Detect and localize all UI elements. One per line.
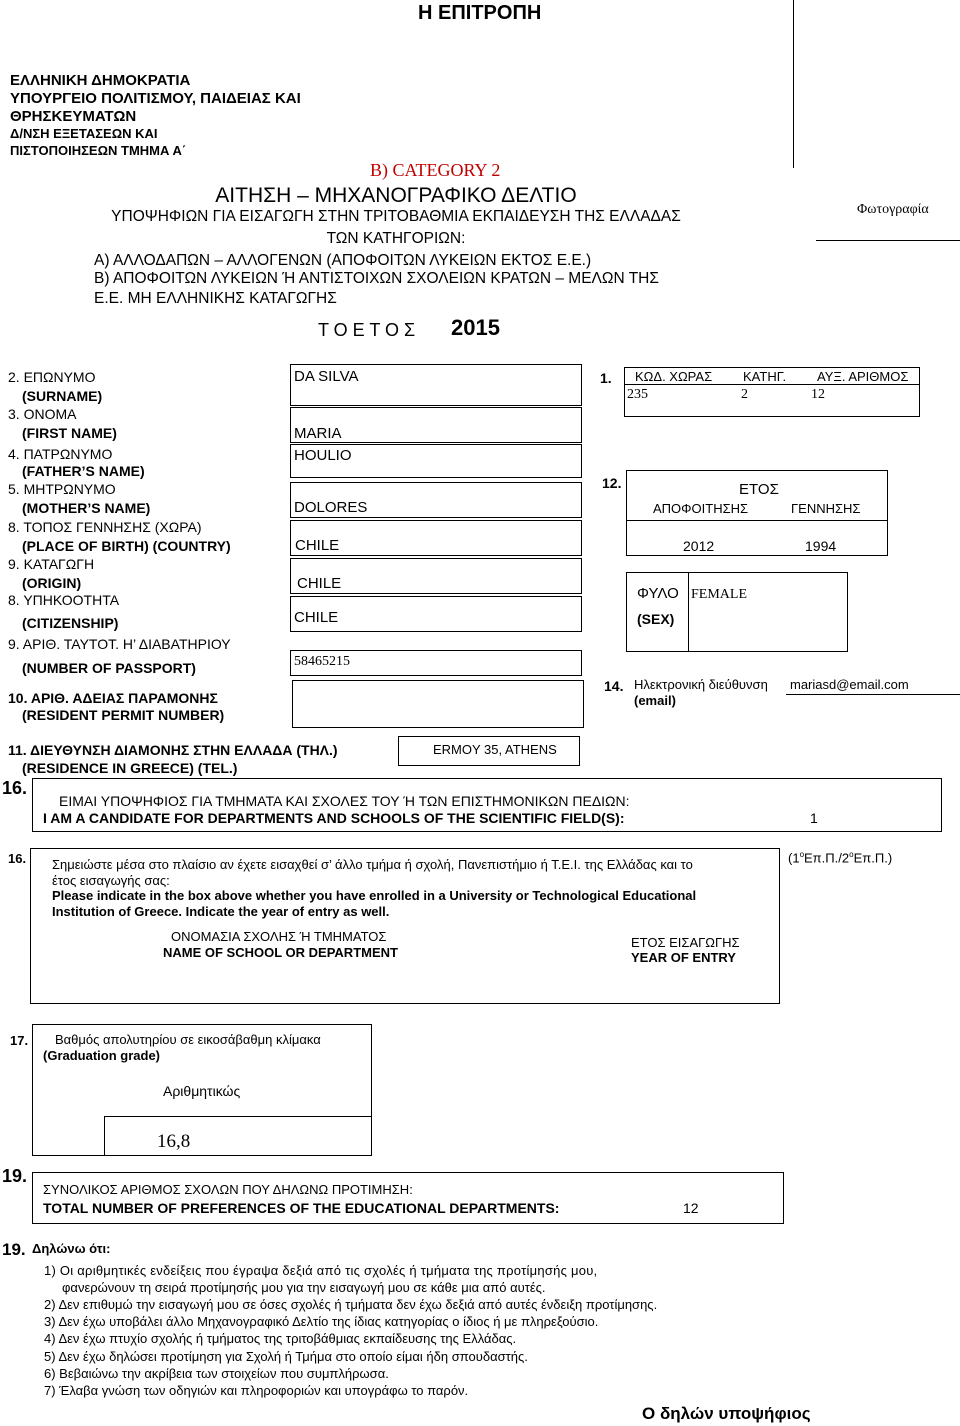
- field16b-en-2: Institution of Greece. Indicate the year of entry as well.: [52, 904, 390, 919]
- birth-year[interactable]: 1994: [805, 538, 837, 554]
- declaration-item-1: 1) Οι αριθμητικές ενδείξεις που έγραψα δεξιά από τις σχολές ή τμήματα της προτίμησής μου,: [44, 1263, 598, 1278]
- photo-frame-bottom: [816, 240, 960, 241]
- surname-label-en: (SURNAME): [22, 388, 103, 404]
- heading-line-2: ΤΩΝ ΚΑΤΗΓΟΡΙΩΝ:: [326, 230, 466, 247]
- entry-year-header: ΕΤΟΣ ΕΙΣΑΓΩΓΗΣ: [631, 935, 740, 950]
- residence-label: 11. ΔΙΕΥΘΥΝΣΗ ΔΙΑΜΟΝΗΣ ΣΤΗΝ ΕΛΛΑΔΑ (ΤΗΛ.): [8, 742, 338, 758]
- declaration-number: 19.: [2, 1240, 26, 1259]
- grade-value: 16,8: [157, 1131, 191, 1152]
- birth-header: ΓΕΝΝΗΣΗΣ: [791, 501, 861, 516]
- category-label: B) CATEGORY 2: [370, 160, 501, 180]
- entry-year-header-en: YEAR OF ENTRY: [631, 950, 736, 965]
- graduation-header: ΑΠΟΦΟΙΤΗΣΗΣ: [653, 501, 749, 516]
- ministry-line-1: ΕΛΛΗΝΙΚΗ ΔΗΜΟΚΡΑΤΙΑ: [10, 72, 191, 89]
- residence-label-en: (RESIDENCE IN GREECE) (TEL.): [22, 760, 238, 776]
- residence-value: ERMOY 35, ATHENS: [433, 742, 557, 757]
- category-value: 2: [741, 387, 748, 402]
- field16b-gr-1: Σημειώστε μέσα στο πλαίσιο αν έχετε εισαχθεί σ’ άλλο τμήμα ή σχολή, Πανεπιστήμιο ή Τ.Ε.Ι. της Ελλάδας και το: [52, 857, 693, 872]
- first-name-value: MARIA: [294, 425, 342, 442]
- ministry-line-4: Δ/ΝΣΗ ΕΞΕΤΑΣΕΩΝ ΚΑΙ: [10, 126, 158, 141]
- passport-field[interactable]: [290, 650, 582, 676]
- passport-label-en: (NUMBER OF PASSPORT): [22, 660, 196, 676]
- mother-field[interactable]: [290, 482, 582, 518]
- field16b-side-note: $(1^oE\pi.\Pi./2^oE\pi.\Pi.)$: [788, 850, 893, 866]
- year-box-title: ΕΤΟΣ: [739, 481, 779, 498]
- field16b-gr-2: έτος εισαγωγής σας:: [52, 873, 170, 888]
- committee-title: Η ΕΠΙΤΡΟΠΗ: [418, 2, 542, 24]
- passport-label: 9. ΑΡΙΘ. ΤΑΥΤΟΤ. Η’ ΔΙΑΒΑΤΗΡΙΟΥ: [8, 636, 231, 652]
- field17-label-en: (Graduation grade): [43, 1048, 161, 1063]
- field19-line-en: TOTAL NUMBER OF PREFERENCES OF THE EDUCATIONAL DEPARTMENTS:: [43, 1200, 560, 1216]
- father-value: HOULIO: [294, 447, 352, 464]
- field19-box: [32, 1172, 784, 1224]
- field19-number: 19.: [2, 1166, 28, 1186]
- year-label: Τ Ο Ε Τ Ο Σ: [318, 320, 416, 340]
- passport-value: 58465215: [294, 654, 350, 669]
- code-box-divider: [624, 384, 920, 385]
- ministry-line-2: ΥΠΟΥΡΓΕΙΟ ΠΟΛΙΤΙΣΜΟΥ, ΠΑΙΔΕΙΑΣ ΚΑΙ: [10, 90, 301, 107]
- origin-field[interactable]: [290, 558, 582, 594]
- birthplace-value: CHILE: [295, 537, 340, 554]
- signature-label: Ο δηλών υποψήφιος: [642, 1404, 811, 1423]
- declaration-item-1b: φανερώνουν τη σειρά προτίμησής μου για την εισαγωγή μου σε κάθε μια από αυτές.: [62, 1280, 546, 1295]
- heading-line-5: Ε.Ε. ΜΗ ΕΛΛΗΝΙΚΗΣ ΚΑΤΑΓΩΓΗΣ: [94, 290, 337, 307]
- citizenship-label-en: (CITIZENSHIP): [22, 615, 119, 631]
- sex-box: [626, 572, 848, 652]
- email-label: Ηλεκτρονική διεύθυνση: [634, 677, 768, 692]
- birthplace-field[interactable]: [290, 520, 582, 556]
- sex-label: ΦΥΛΟ: [637, 585, 679, 602]
- field16b-number: 16.: [8, 851, 27, 866]
- email-number: 14.: [604, 678, 624, 694]
- field17-label: Βαθμός απολυτηρίου σε εικοσάβαθμη κλίμακα: [55, 1032, 321, 1047]
- father-field[interactable]: [290, 444, 582, 478]
- surname-field[interactable]: [290, 364, 582, 406]
- code-box: [624, 367, 920, 417]
- year-box: [626, 470, 888, 556]
- grade-field[interactable]: [104, 1116, 372, 1156]
- category-header: ΚΑΤΗΓ.: [743, 369, 787, 384]
- field16-value[interactable]: 1: [810, 810, 818, 826]
- field16-box: [32, 778, 942, 832]
- numeric-label: Αριθμητικώς: [163, 1083, 241, 1099]
- birthplace-label: 8. ΤΟΠΟΣ ΓΕΝΝΗΣΗΣ (ΧΩΡΑ): [8, 519, 202, 535]
- heading-line-1: ΥΠΟΨΗΦΙΩΝ ΓΙΑ ΕΙΣΑΓΩΓΗ ΣΤΗΝ ΤΡΙΤΟΒΑΘΜΙΑ ΕΚΠΑΙΔΕΥΣΗ ΤΗΣ ΕΛΛΑΔΑΣ: [111, 208, 681, 225]
- first-name-label-en: (FIRST NAME): [22, 425, 117, 441]
- country-code-header: ΚΩΔ. ΧΩΡΑΣ: [635, 369, 713, 384]
- declaration-item-6: 6) Βεβαιώνω την ακρίβεια των στοιχείων που συμπλήρωσα.: [44, 1366, 389, 1381]
- sex-box-divider: [688, 572, 689, 652]
- email-value[interactable]: mariasd@email.com: [790, 677, 909, 692]
- sex-value[interactable]: FEMALE: [691, 587, 747, 602]
- field19-value[interactable]: 12: [683, 1200, 699, 1216]
- permit-label-en: (RESIDENT PERMIT NUMBER): [22, 707, 225, 723]
- surname-label: 2. ΕΠΩΝΥΜΟ: [8, 369, 96, 385]
- declaration-item-3: 3) Δεν έχω υποβάλει άλλο Μηχανογραφικό Δελτίο της ίδιας κατηγορίας ο ίδιος ή με πληρεξούσιο.: [44, 1314, 599, 1329]
- sex-label-en: (SEX): [637, 611, 675, 627]
- citizenship-label: 8. ΥΠΗΚΟΟΤΗΤΑ: [8, 592, 120, 608]
- application-year: 2015: [451, 315, 500, 340]
- school-name-header: ΟΝΟΜΑΣΙΑ ΣΧΟΛΗΣ Ή ΤΜΗΜΑΤΟΣ: [171, 929, 387, 944]
- country-code-value: 235: [627, 387, 648, 402]
- serial-number-header: ΑΥΞ. ΑΡΙΘΜΟΣ: [817, 369, 909, 384]
- birthplace-label-en: (PLACE OF BIRTH) (COUNTRY): [22, 538, 231, 554]
- origin-value: CHILE: [297, 575, 342, 592]
- first-name-field[interactable]: [290, 407, 582, 443]
- year-box-number: 12.: [602, 475, 622, 491]
- ministry-line-3: ΘΡΗΣΚΕΥΜΑΤΩΝ: [10, 108, 137, 125]
- field16-number: 16.: [2, 778, 28, 798]
- mother-label: 5. ΜΗΤΡΩΝΥΜΟ: [8, 481, 116, 497]
- father-label: 4. ΠΑΤΡΩΝΥΜΟ: [8, 446, 113, 462]
- declaration-item-7: 7) Έλαβα γνώση των οδηγιών και πληροφοριών και υπογράφω το παρόν.: [44, 1383, 469, 1398]
- permit-field[interactable]: [292, 680, 584, 728]
- declaration-item-4: 4) Δεν έχω πτυχίο σχολής ή τμήματος της τριτοβάθμιας εκπαίδευσης της Ελλάδας.: [44, 1331, 517, 1346]
- field16b-en-1: Please indicate in the box above whether you have enrolled in a University or Technological Educational: [52, 888, 697, 903]
- residence-field[interactable]: [398, 736, 580, 766]
- mother-value: DOLORES: [294, 499, 368, 516]
- field16-line-en: I AM A CANDIDATE FOR DEPARTMENTS AND SCHOOLS OF THE SCIENTIFIC FIELD(S):: [43, 810, 625, 826]
- citizenship-value: CHILE: [294, 609, 339, 626]
- form-title: ΑΙΤΗΣΗ – ΜΗΧΑΝΟΓΡΑΦΙΚΟ ΔΕΛΤΙΟ: [215, 184, 577, 207]
- year-box-divider: [626, 520, 888, 521]
- field19-line-gr: ΣΥΝΟΛΙΚΟΣ ΑΡΙΘΜΟΣ ΣΧΟΛΩΝ ΠΟΥ ΔΗΛΩΝΩ ΠΡΟΤΙΜΗΣΗ:: [43, 1182, 413, 1197]
- first-name-label: 3. ΟΝΟΜΑ: [8, 406, 77, 422]
- heading-line-3: Α) ΑΛΛΟΔΑΠΩΝ – ΑΛΛΟΓΕΝΩΝ (ΑΠΟΦΟΙΤΩΝ ΛΥΚΕΙΩΝ ΕΚΤΟΣ Ε.Ε.): [94, 252, 592, 269]
- code-number: 1.: [600, 370, 612, 386]
- heading-line-4: Β) ΑΠΟΦΟΙΤΩΝ ΛΥΚΕΙΩΝ Ή ΑΝΤΙΣΤΟΙΧΩΝ ΣΧΟΛΕΙΩΝ ΚΡΑΤΩΝ – ΜΕΛΩΝ ΤΗΣ: [94, 270, 659, 287]
- citizenship-field[interactable]: [290, 596, 582, 632]
- graduation-year[interactable]: 2012: [683, 538, 715, 554]
- field16-line-gr: ΕΙΜΑΙ ΥΠΟΨΗΦΙΟΣ ΓΙΑ ΤΜΗΜΑΤΑ ΚΑΙ ΣΧΟΛΕΣ ΤΟΥ Ή ΤΩΝ ΕΠΙΣΤΗΜΟΝΙΚΩΝ ΠΕΔΙΩΝ:: [59, 793, 630, 809]
- father-label-en: (FATHER’S NAME): [22, 463, 145, 479]
- mother-label-en: (MOTHER’S NAME): [22, 500, 151, 516]
- declaration-item-5: 5) Δεν έχω δηλώσει προτίμηση για Σχολή ή Τμήμα στο οποίο είμαι ήδη σπουδαστής.: [44, 1349, 528, 1364]
- photo-frame-left: [793, 0, 794, 168]
- email-underline: [786, 694, 960, 695]
- surname-value: DA SILVA: [294, 368, 359, 385]
- field17-number: 17.: [10, 1033, 29, 1048]
- field16b-box: [30, 848, 780, 1004]
- permit-label: 10. ΑΡΙΘ. ΑΔΕΙΑΣ ΠΑΡΑΜΟΝΗΣ: [8, 690, 218, 706]
- serial-number-value: 12: [811, 387, 825, 402]
- declaration-title: Δηλώνω ότι:: [32, 1241, 111, 1256]
- origin-label-en: (ORIGIN): [22, 575, 82, 591]
- ministry-line-5: ΠΙΣΤΟΠΟΙΗΣΕΩΝ ΤΜΗΜΑ Α΄: [10, 143, 187, 158]
- origin-label: 9. ΚΑΤΑΓΩΓΗ: [8, 556, 95, 572]
- declaration-item-2: 2) Δεν επιθυμώ την εισαγωγή μου σε όσες σχολές ή τμήματα δεν έχω δεξιά από αυτές ένδειξη προτίμησης.: [44, 1297, 658, 1312]
- email-label-en: (email): [634, 693, 676, 708]
- school-name-header-en: NAME OF SCHOOL OR DEPARTMENT: [163, 945, 398, 960]
- photo-label: Φωτογραφία: [857, 202, 929, 217]
